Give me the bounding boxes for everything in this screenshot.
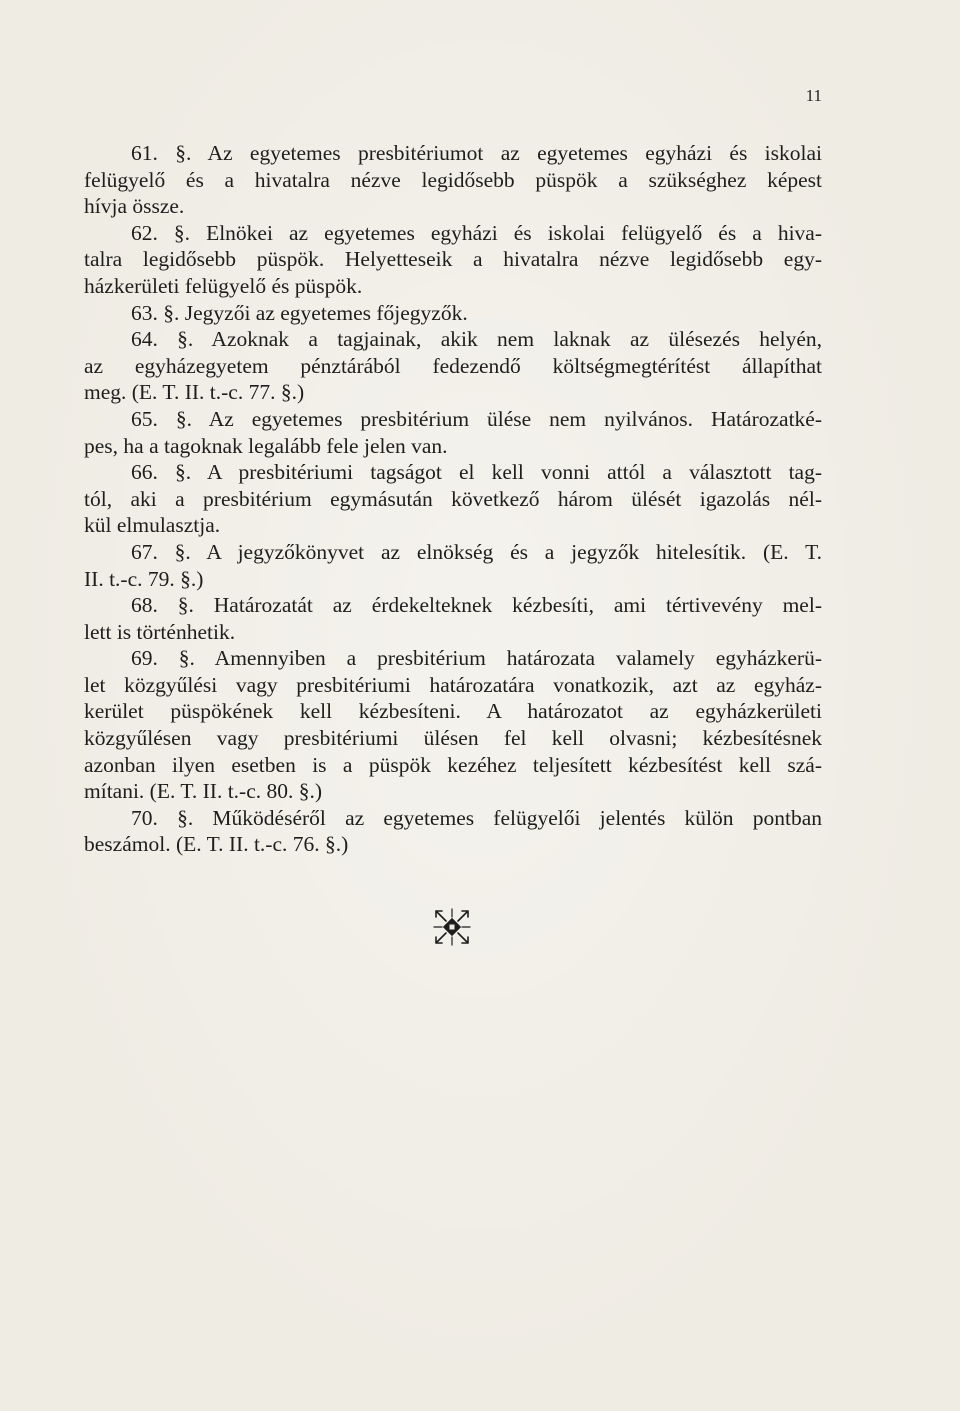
- text-line: meg. (E. T. II. t.-c. 77. §.): [84, 380, 305, 405]
- text-line: talra legidősebb püspök. Helyetteseik a hivatalra nézve legidősebb egy-: [84, 247, 822, 272]
- text-line: kül elmulasztja.: [84, 513, 221, 538]
- text-line: 64. §. Azoknak a tagjainak, akik nem laknak az ülésezés helyén,: [131, 327, 822, 352]
- text-line: 69. §. Amennyiben a presbitérium határozata valamely egyházkerü-: [131, 646, 822, 671]
- text-line: lett is történhetik.: [84, 619, 236, 644]
- text-line: 63. §. Jegyzői az egyetemes főjegyzők.: [131, 300, 468, 325]
- text-line: közgyűlésen vagy presbitériumi ülésen fel kell olvasni; kézbesítésnek: [84, 726, 822, 751]
- text-line: II. t.-c. 79. §.): [84, 566, 204, 591]
- text-line: tól, aki a presbitérium egymásután következő három ülését igazolás nél-: [84, 486, 822, 511]
- text-line: 67. §. A jegyzőkönyvet az elnökség és a jegyzők hitelesítik. (E. T.: [131, 539, 822, 564]
- text-line: házkerületi felügyelő és püspök.: [84, 273, 363, 298]
- text-line: az egyházegyetem pénztárából fedezendő költségmegtérítést állapíthat: [84, 353, 822, 378]
- text-line: 70. §. Működéséről az egyetemes felügyelői jelentés külön pontban: [131, 805, 822, 830]
- text-line: azonban ilyen esetben is a püspök kezéhez teljesített kézbesítést kell szá-: [84, 752, 822, 777]
- text-line: beszámol. (E. T. II. t.-c. 76. §.): [84, 832, 349, 857]
- page-number: 11: [805, 86, 822, 105]
- text-line: felügyelő és a hivatalra nézve legidősebb püspök a szükséghez képest: [84, 167, 822, 192]
- text-line: 61. §. Az egyetemes presbitériumot az egyetemes egyházi és iskolai: [131, 141, 822, 165]
- text-line: mítani. (E. T. II. t.-c. 80. §.): [84, 779, 323, 804]
- text-line: pes, ha a tagoknak legalább fele jelen van.: [84, 433, 448, 458]
- text-line: 62. §. Elnökei az egyetemes egyházi és iskolai felügyelő és a hiva-: [131, 220, 822, 245]
- body-text: [84, 140, 822, 858]
- text-line: 65. §. Az egyetemes presbitérium ülése nem nyilvános. Határozatké-: [131, 406, 822, 431]
- text-line: 68. §. Határozatát az érdekelteknek kézbesíti, ami tértivevény mel-: [131, 593, 822, 618]
- text-line: kerület püspökének kell kézbesíteni. A határozatot az egyházkerületi: [84, 699, 822, 724]
- text-line: 66. §. A presbitériumi tagságot el kell vonni attól a választott tag-: [131, 460, 822, 485]
- text-line: let közgyűlési vagy presbitériumi határozatára vonatkozik, azt az egyház-: [84, 672, 822, 697]
- text-line: hívja össze.: [84, 194, 185, 219]
- decorative-fleuron-icon: [430, 905, 474, 949]
